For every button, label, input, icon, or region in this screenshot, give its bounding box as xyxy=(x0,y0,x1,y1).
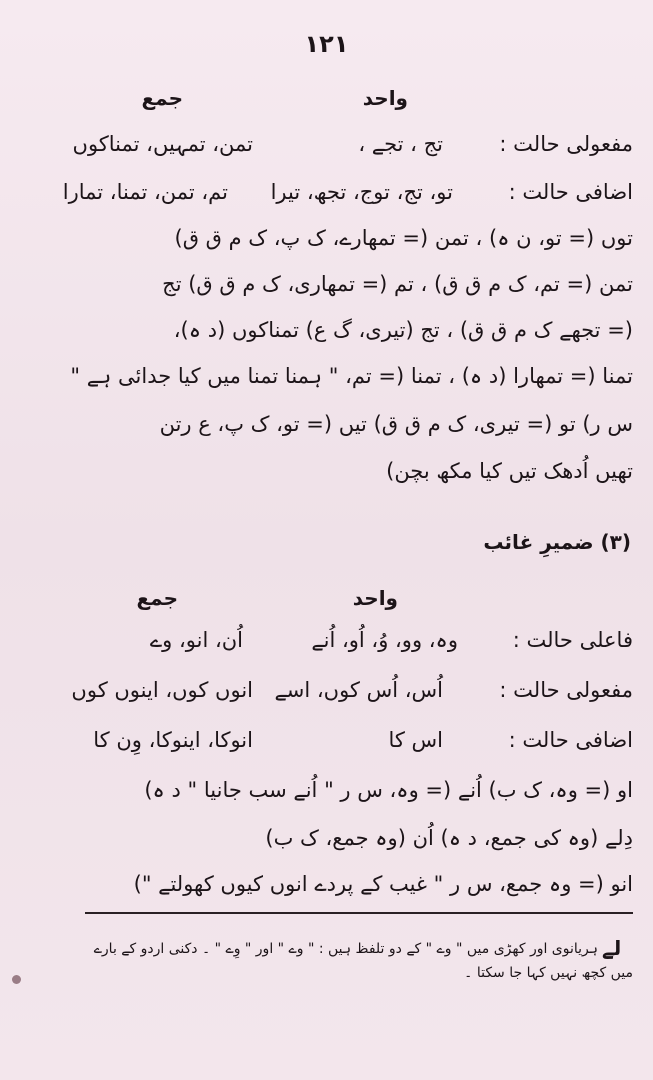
possessive-plural: تم، تمن، تمنا، تمارا xyxy=(62,180,228,204)
body-line: تھیں اُدھک تیں کیا مکھ بچن) xyxy=(386,459,633,483)
case-label-possessive: اضافی حالت : xyxy=(508,728,633,752)
objective-plural: انوں کوں، اینوں کوں xyxy=(71,678,253,702)
case-label-nominative: فاعلی حالت : xyxy=(512,628,633,652)
nominative-plural: اُن، انو، وے xyxy=(149,628,243,652)
column-header-singular: واحد xyxy=(362,86,408,110)
body-line: تمن (= تم، ک م ق ق) ، تم (= تمھاری، ک م ق ق) تج xyxy=(162,272,633,296)
subheading: (۳) ضمیرِ غائب xyxy=(483,530,631,554)
column-header-singular: واحد xyxy=(352,586,398,610)
body-line: (= تجھے ک م ق ق) ، تج (تیری، گ ع) تمناکوں (د ہ)، xyxy=(173,318,633,342)
footnote-mark: لے xyxy=(602,936,622,960)
body-line: دِلے (وہ کی جمع، د ہ) اُن (وہ جمع، ک ب) xyxy=(265,826,633,850)
case-label-objective: مفعولی حالت : xyxy=(499,132,633,156)
column-header-plural: جمع xyxy=(136,586,178,610)
objective-singular: تج ، تجے ، xyxy=(358,132,443,156)
footnote-divider xyxy=(85,912,633,914)
body-line: او (= وہ، ک ب) اُنے (= وہ، س ر " اُنے سب جانیا " د ہ) xyxy=(144,778,633,802)
possessive-singular: تو، تج، توج، تجھ، تیرا xyxy=(270,180,453,204)
nominative-singular: وہ، وو، وُ، اُو، اُنے xyxy=(311,628,458,652)
paper-spot xyxy=(12,975,21,984)
page-number: ۱۲۱ xyxy=(304,30,349,58)
case-label-possessive: اضافی حالت : xyxy=(508,180,633,204)
footnote-line: میں کچھ نہیں کہا جا سکتا ۔ xyxy=(464,965,633,981)
possessive-plural: انوکا، اینوکا، وِن کا xyxy=(93,728,253,752)
possessive-singular: اس کا xyxy=(388,728,443,752)
objective-singular: اُس، اُس کوں، اسے xyxy=(274,678,443,702)
body-line: تمنا (= تمھارا (د ہ) ، تمنا (= تم، " ہمنا تمنا میں کیا جدائی ہے " xyxy=(70,364,633,388)
case-label-objective: مفعولی حالت : xyxy=(499,678,633,702)
column-header-plural: جمع xyxy=(141,86,183,110)
objective-plural: تمن، تمہیں، تمناکوں xyxy=(72,132,253,156)
footnote-line: ہریانوی اور کھڑی میں " وے " کے دو تلفظ ہیں : " وے " اور " وِے " ۔ دکنی اردو کے بارے xyxy=(93,941,598,957)
body-line: توں (= تو، ن ہ) ، تمن (= تمھارے، ک پ، ک م ق ق) xyxy=(174,226,633,250)
body-line: س ر) تو (= تیری، ک م ق ق) تیں (= تو، ک پ، ع رتن xyxy=(159,412,633,436)
body-line: انو (= وہ جمع، س ر " غیب کے پردے انوں کیوں کھولتے ") xyxy=(133,872,633,896)
